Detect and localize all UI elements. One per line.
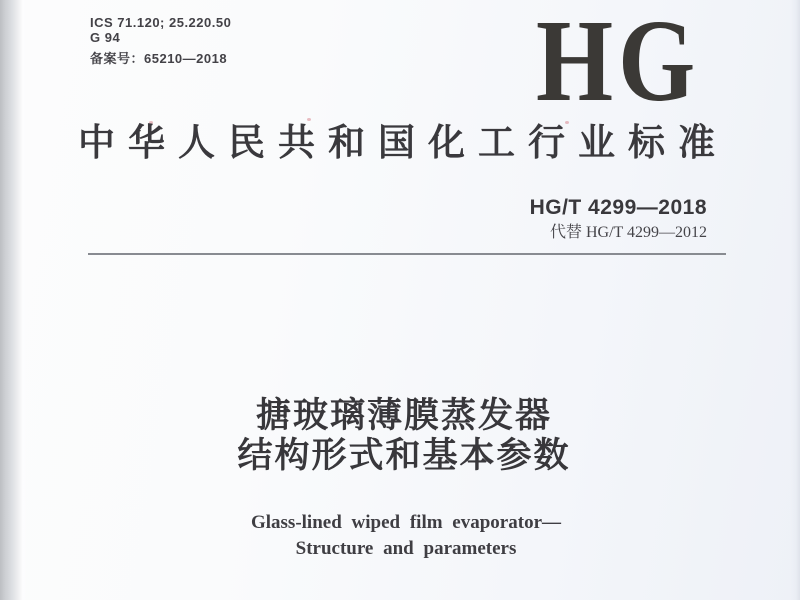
scan-speck — [307, 118, 311, 121]
record-number: 备案号：65210—2018 — [90, 51, 228, 66]
standard-number: HG/T 4299—2018 — [529, 196, 707, 219]
classification-code: G 94 — [90, 30, 121, 45]
hg-logo: HG — [536, 0, 701, 126]
english-title-line2: Structure and parameters — [295, 538, 517, 559]
chinese-title — [4, 396, 800, 476]
english-title — [6, 510, 800, 562]
chinese-title-line1: 搪玻璃薄膜蒸发器 — [255, 396, 552, 435]
superseded-standard-note: 代替 HG/T 4299—2012 — [549, 224, 707, 241]
chinese-title-line2: 结构形式和基本参数 — [237, 436, 571, 475]
ics-code: ICS 71.120; 25.220.50 — [90, 15, 232, 30]
header-rule — [88, 253, 726, 255]
ics-block — [90, 15, 231, 66]
english-title-line1: Glass-lined wiped film evaporator— — [250, 512, 562, 533]
standard-number-block — [530, 196, 707, 242]
standard-header-title: 中华人民共和国化工行业标准 — [78, 123, 728, 164]
